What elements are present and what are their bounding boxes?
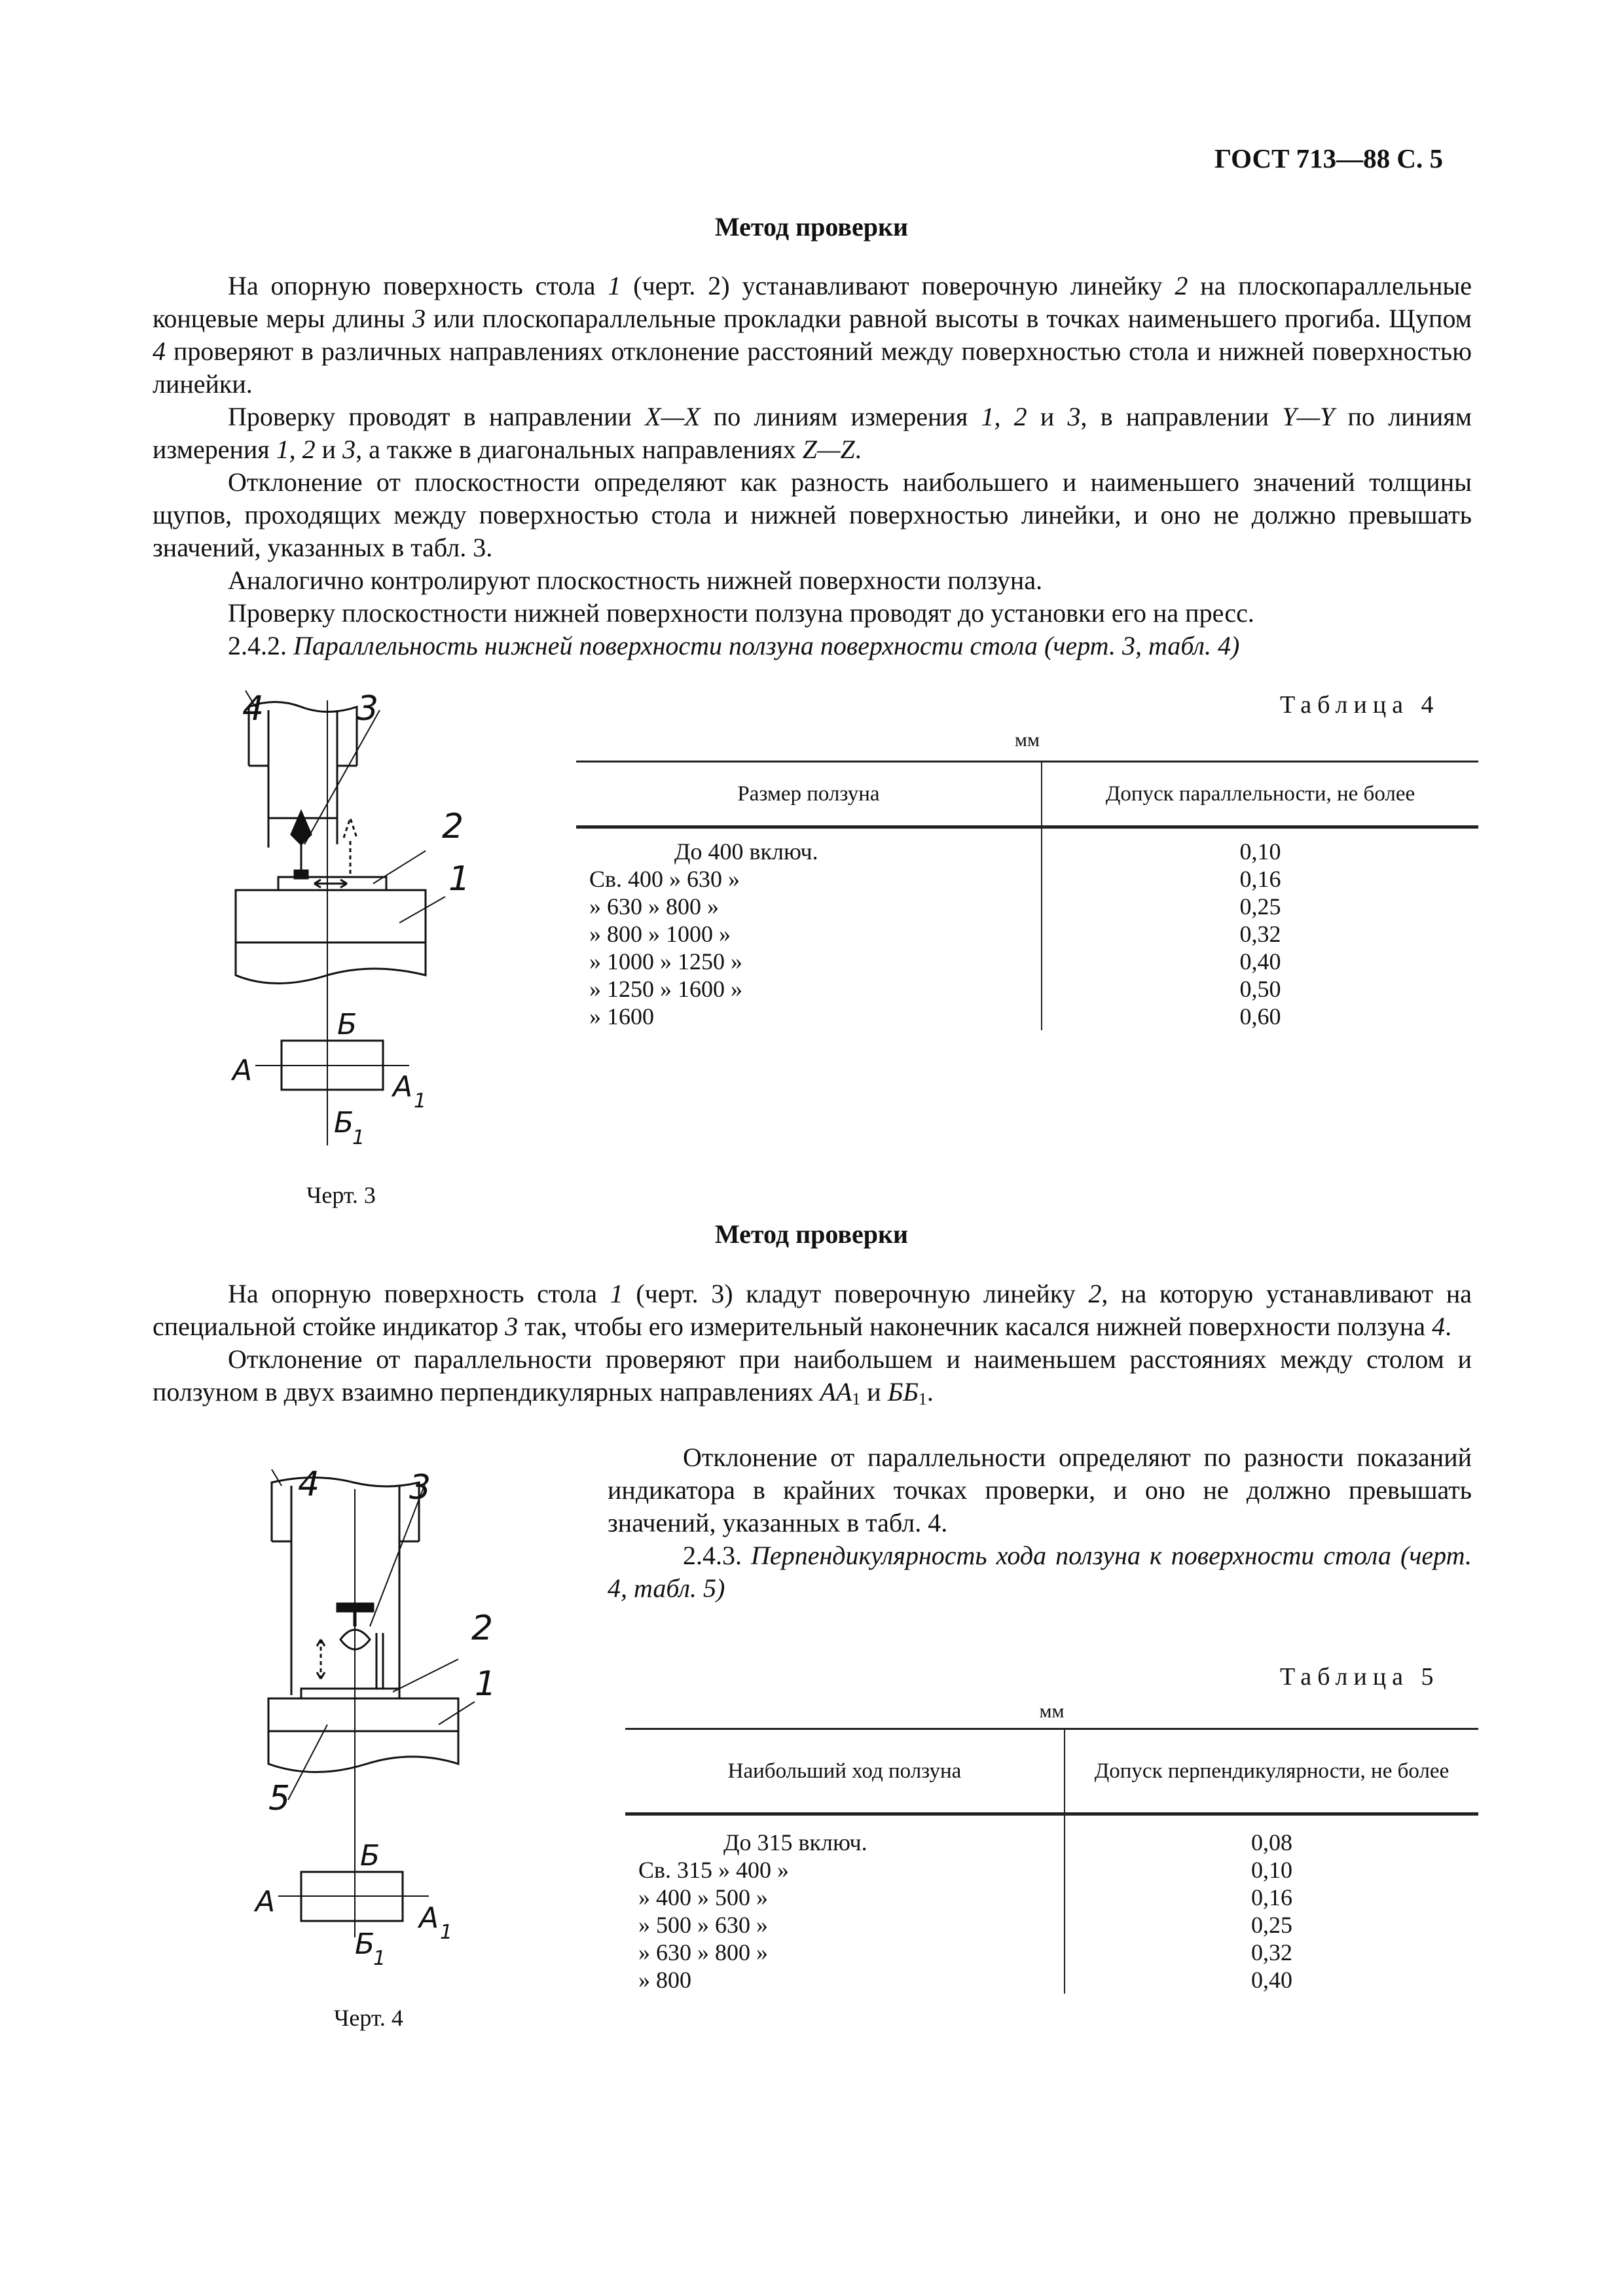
paragraph: На опорную поверхность стола 1 (черт. 3) кладут поверочную линейку 2, на которую устанавливают на специальной стойке индикатор 3 так, чтобы его измерительный наконечник касался нижней поверхности ползуна 4. <box>153 1279 1472 1341</box>
paragraph: Отклонение от плоскостности определяют как разность наибольшего и наименьшего значений толщины щупов, проходящих между поверхностью стола и нижней поверхностью линейки, и оно не должно превышать значений, указанных в табл. 3. <box>153 467 1472 562</box>
svg-text:1: 1 <box>373 1947 386 1967</box>
figure-3-drawing <box>216 687 478 1158</box>
paragraph: 2.4.3. Перпендикулярность хода ползуна к поверхности стола (черт. 4, табл. 5) <box>608 1541 1472 1603</box>
svg-text:1: 1 <box>352 1126 365 1149</box>
svg-text:Б: Б <box>337 1008 357 1041</box>
tolerance-cell: 0,32 <box>1239 921 1281 947</box>
svg-text:2: 2 <box>471 1609 494 1648</box>
page-header: ГОСТ 713—88 С. 5 <box>1214 143 1444 173</box>
section-heading: Метод проверки <box>714 212 909 242</box>
paragraph: Отклонение от параллельности проверяют при наибольшем и наименьшем расстояниях между столом и ползуном в двух взаимно перпендикулярных направлениях $АА_1$ и $ББ_1$. <box>153 1344 1472 1408</box>
svg-text:4: 4 <box>242 689 264 728</box>
table-row <box>625 1814 1478 1857</box>
tolerance-cell: 0,25 <box>1239 893 1281 920</box>
table-5-header-stroke: Наибольший ход ползуна <box>625 1729 1065 1814</box>
table-4-title: Таблица 4 <box>1280 691 1440 719</box>
paragraph: Аналогично контролируют плоскостность нижней поверхности ползуна. <box>228 565 1043 595</box>
tolerance-cell: 0,16 <box>1251 1884 1292 1910</box>
paragraph: 2.4.2. Параллельность нижней поверхности ползуна поверхности стола (черт. 3, табл. 4) <box>228 631 1240 660</box>
table-row <box>576 865 1478 893</box>
figure-3-caption: Черт. 3 <box>306 1182 376 1208</box>
section-heading: Метод проверки <box>714 1219 909 1249</box>
size-cell: » 800 » 1000 » <box>576 920 1042 948</box>
table-row <box>625 1884 1478 1911</box>
size-cell: » 1600 <box>576 1003 1042 1030</box>
size-cell: » 1250 » 1600 » <box>576 975 1042 1003</box>
table-row <box>625 1911 1478 1939</box>
tolerance-cell: 0,40 <box>1239 948 1281 975</box>
svg-text:3: 3 <box>357 689 379 728</box>
tolerance-cell: 0,40 <box>1251 1967 1292 1993</box>
table-5 <box>625 1728 1478 1994</box>
paragraph: Отклонение от параллельности определяют по разности показаний индикатора в крайних точках проверки, и оно не должно превышать значений, указанных в табл. 4. <box>608 1443 1472 1537</box>
table-row <box>576 975 1478 1003</box>
svg-text:Б: Б <box>360 1839 380 1873</box>
table-row <box>576 827 1478 866</box>
section2-body-right <box>608 1441 1472 1605</box>
svg-text:А: А <box>419 1901 439 1935</box>
size-cell: Св. 315 » 400 » <box>625 1856 1065 1884</box>
table-5-title: Таблица 5 <box>1280 1663 1440 1691</box>
table-5-body <box>625 1814 1478 1994</box>
table-row <box>625 1966 1478 1994</box>
svg-text:4: 4 <box>298 1469 320 1504</box>
tolerance-cell: 0,60 <box>1239 1003 1281 1030</box>
svg-text:1: 1 <box>448 859 471 899</box>
table-row <box>576 948 1478 975</box>
size-cell: » 500 » 630 » <box>625 1911 1065 1939</box>
tolerance-cell: 0,10 <box>1251 1857 1292 1883</box>
table-4-header-size: Размер ползуна <box>576 762 1042 827</box>
tolerance-cell: 0,50 <box>1239 976 1281 1002</box>
table-row <box>625 1939 1478 1966</box>
svg-text:3: 3 <box>409 1469 431 1507</box>
tolerance-cell: 0,32 <box>1251 1939 1292 1965</box>
size-cell: » 630 » 800 » <box>625 1939 1065 1966</box>
section1-body <box>153 270 1472 662</box>
size-cell: » 1000 » 1250 » <box>576 948 1042 975</box>
table-row <box>625 1856 1478 1884</box>
table-4-unit: мм <box>1015 729 1040 751</box>
size-cell: Св. 400 » 630 » <box>576 865 1042 893</box>
size-cell: » 630 » 800 » <box>576 893 1042 920</box>
svg-text:А: А <box>393 1070 413 1103</box>
size-cell: До 400 включ. <box>576 827 1042 866</box>
svg-text:А: А <box>255 1885 276 1918</box>
size-cell: » 800 <box>625 1966 1065 1994</box>
figure-4-caption: Черт. 4 <box>334 2005 403 2031</box>
paragraph: Проверку проводят в направлении X—X по линиям измерения 1, 2 и 3, в направлении Y—Y по линиям измерения 1, 2 и 3, а также в диагональных направлениях Z—Z. <box>153 402 1472 464</box>
table-5-header-tolerance: Допуск перпендикулярности, не более <box>1094 1759 1450 1783</box>
table-4 <box>576 761 1478 1030</box>
svg-text:Б: Б <box>355 1928 375 1961</box>
svg-text:5: 5 <box>268 1779 291 1818</box>
svg-text:1: 1 <box>475 1664 497 1704</box>
section2-body <box>153 1278 1472 1416</box>
table-row <box>576 920 1478 948</box>
size-cell: » 400 » 500 » <box>625 1884 1065 1911</box>
svg-text:2: 2 <box>442 807 464 846</box>
figure-4-drawing <box>242 1469 517 1967</box>
paragraph: Проверку плоскостности нижней поверхности ползуна проводят до установки его на пресс. <box>228 598 1254 628</box>
svg-text:1: 1 <box>440 1921 453 1944</box>
tolerance-cell: 0,16 <box>1239 866 1281 892</box>
tolerance-cell: 0,08 <box>1251 1829 1292 1856</box>
table-row <box>576 893 1478 920</box>
tolerance-cell: 0,10 <box>1239 838 1281 865</box>
table-4-header-tolerance: Допуск параллельности, не более <box>1105 781 1415 806</box>
svg-text:А: А <box>232 1054 253 1087</box>
size-cell: До 315 включ. <box>625 1814 1065 1857</box>
table-row <box>576 1003 1478 1030</box>
table-4-body <box>576 827 1478 1031</box>
svg-text:Б: Б <box>334 1106 354 1139</box>
paragraph: На опорную поверхность стола 1 (черт. 2) устанавливают поверочную линейку 2 на плоскопараллельные концевые меры длины 3 или плоскопараллельные прокладки равной высоты в точках наименьшего прогиба. Щупом 4 проверяют в различных направлениях отклонение расстояний между поверхностью стола и нижней поверхностью линейки. <box>153 271 1472 399</box>
tolerance-cell: 0,25 <box>1251 1912 1292 1938</box>
svg-text:1: 1 <box>414 1090 427 1113</box>
table-5-unit: мм <box>1039 1700 1065 1722</box>
